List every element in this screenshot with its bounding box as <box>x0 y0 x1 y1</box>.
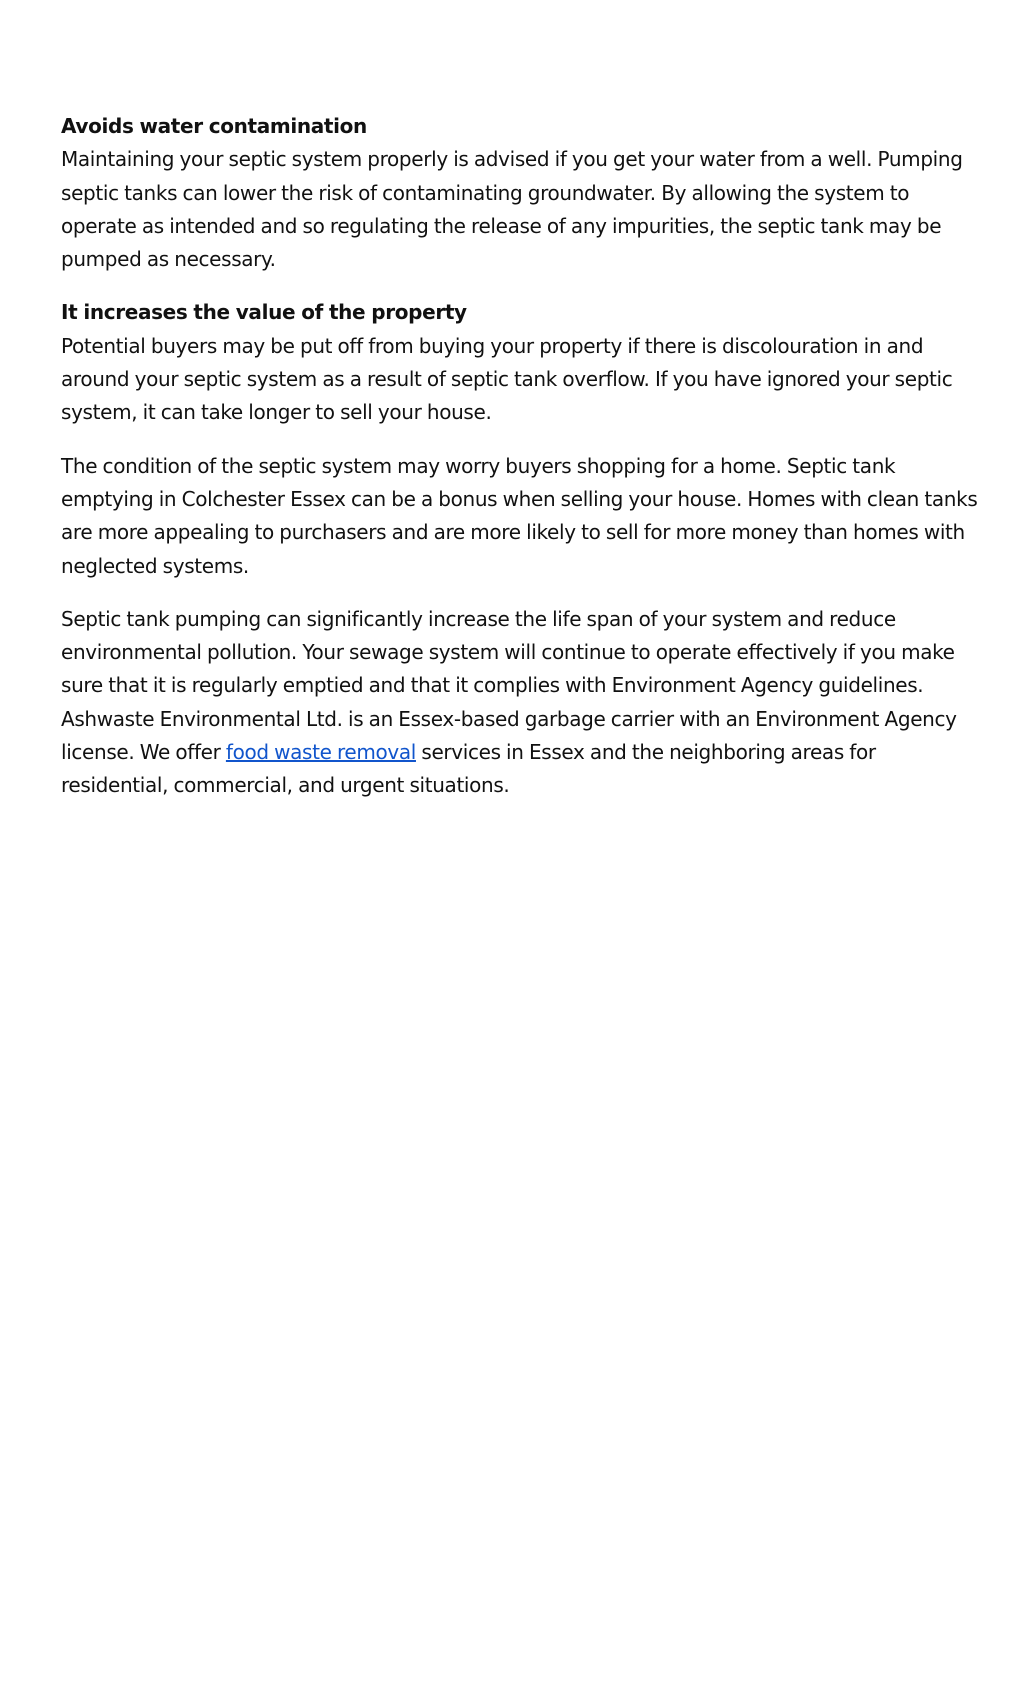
section-heading: It increases the value of the property <box>61 300 467 325</box>
section-body: Maintaining your septic system properly is advised if you get your water from a well. Pumping septic tanks can lower the risk of contaminating groundwater. By allowing the system to operate as intended and so regulating the release of any impurities, the septic tank may be pumped as necessary. <box>61 147 963 272</box>
paragraph-septic-pumping <box>61 603 981 803</box>
paragraph-buyers-condition: The condition of the septic system may worry buyers shopping for a home. Septic tank emptying in Colchester Essex can be a bonus when selling your house. Homes with clean tanks are more appealing to purchasers and are more likely to sell for more money than homes with neglected systems. <box>61 453 978 578</box>
section-body: Potential buyers may be put off from buying your property if there is discolouration in and around your septic system as a result of septic tank overflow. If you have ignored your septic system, it can take longer to sell your house. <box>61 333 953 425</box>
section-heading: Avoids water contamination <box>61 114 367 138</box>
paragraph-text-after-link: services in Essex and the neighboring areas for residential, commercial, and urgent situations. <box>61 740 876 798</box>
paragraph-text-before-link: Septic tank pumping can significantly increase the life span of your system and reduce environmental pollution. Your sewage system will continue to operate effectively if you make sure that it is regularly emptied and that it complies with Environment Agency guidelines. Ashwaste Environmental Ltd. is an Essex-based garbage carrier with an Environment Agency license. We offer <box>61 606 957 765</box>
section-water-contamination <box>61 110 981 276</box>
section-property-value <box>61 296 981 429</box>
document-page <box>61 110 981 803</box>
food-waste-removal-link[interactable]: food waste removal <box>225 740 416 765</box>
